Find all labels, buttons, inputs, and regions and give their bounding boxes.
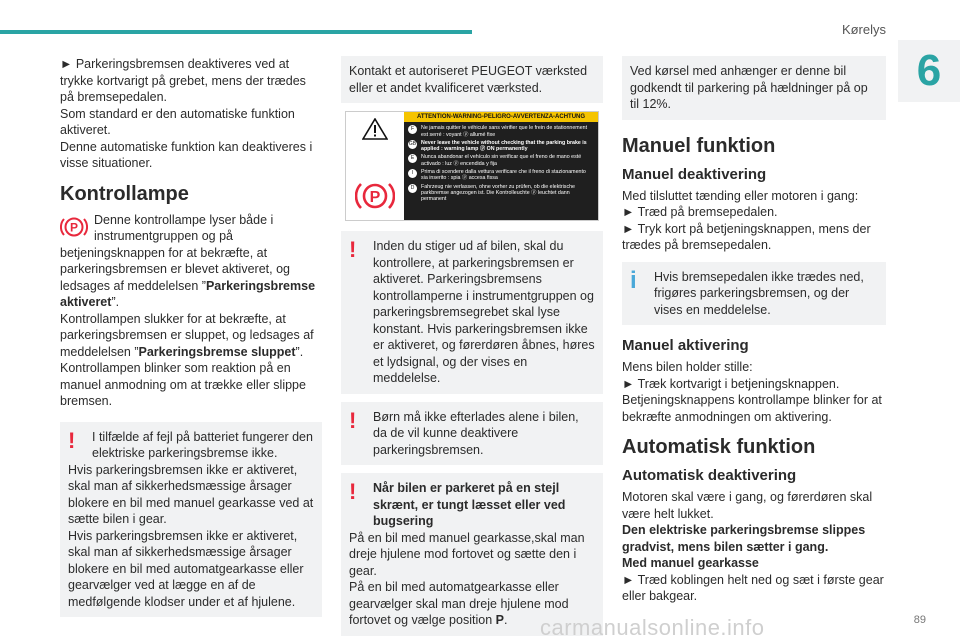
warning-box: ! Børn må ikke efterlades alene i bilen, da de vil kunne deaktivere parkeringsbremsen. xyxy=(341,402,603,466)
parking-brake-warning-label: P ATTENTION-WARNING-PELIGRO-AVVERTENZA-ACHTUNG F Ne jamais quitter le véhicule sans vérifier que le frein de stationnement est serré : voyant ⓟ allumé fixe GB Never leave the vehicle without checking that the parking brake is applied : warning lamp ⓟ ON permanently E Nunca abandonar el vehículo sin verificar que el freno de mano esté activado : luz ⓟ encendida y fija I Prima di scendere dalla vettura verificare che il freno di stazionamento sia inserito : spia ⓟ accesa fissa D Fahrzeug nie verlassen, ohne vorher zu prüfen, ob die elektrische parkbremse angezogen ist. Die Kontrolleuchte ⓟ leuchtet dann permanent xyxy=(345,111,599,221)
section-heading: Kontrollampe xyxy=(60,182,189,205)
section-heading: Manuel funktion xyxy=(622,134,776,157)
parking-brake-icon xyxy=(355,178,395,214)
paragraph: Som standard er den automatiske funktion aktiveret. xyxy=(60,106,295,137)
info-box: i Hvis bremsepedalen ikke trædes ned, frigøres parkeringsbremsen, og der vises en meddelelse. xyxy=(622,262,886,326)
info-mark-icon: i xyxy=(630,266,637,294)
warning-mark-icon: ! xyxy=(349,407,357,433)
paragraph: Den elektriske parkeringsbremse slippes gradvist, mens bilen sætter i gang. xyxy=(622,523,866,554)
header-accent-bar xyxy=(0,30,472,34)
warning-box: ! I tilfælde af fejl på batteriet fungerer den elektriske parkeringsbremse ikke. Hvis parkeringsbremsen ikke er aktiveret, skal man af sikkerhedsmæssige årsager blokere en bil med manuel gearkasse ved at sætte bilen i gear. Hvis parkeringsbremsen ikke er aktiveret, skal man af sikkerhedsmæssige årsager blokere en bil med automatgearkasse eller gearvælger ved at lægge en af de medfølgende klodser under et af hjulene. xyxy=(60,422,322,618)
watermark: carmanualsonline.info xyxy=(540,615,765,640)
paragraph: Motoren skal være i gang, og førerdøren skal være helt lukket. xyxy=(622,490,873,521)
note-box: Kontakt et autoriseret PEUGEOT værksted eller et andet kvalificeret værksted. xyxy=(341,56,603,103)
page-header-title: Kørelys xyxy=(841,22,886,37)
paragraph: Kontrollampen blinker som reaktion på en manuel anmodning om at trække eller slippe bremsen. xyxy=(60,361,306,408)
svg-text:P: P xyxy=(369,189,381,206)
paragraph: Med manuel gearkasse xyxy=(622,556,759,570)
paragraph: ► Tryk kort på betjeningsknappen, mens der trædes på bremsepedalen. xyxy=(622,221,871,252)
warning-mark-icon: ! xyxy=(68,427,76,453)
column-1 xyxy=(60,56,322,625)
note-box: Ved kørsel med anhænger er denne bil godkendt til parkering på hældninger på op til 12%. xyxy=(622,56,886,120)
paragraph: Mens bilen holder stille: xyxy=(622,360,753,374)
subsection-heading: Automatisk deaktivering xyxy=(622,467,797,484)
paragraph: ► Træk kortvarigt i betjeningsknappen. xyxy=(622,376,840,391)
subsection-heading: Manuel aktivering xyxy=(622,337,749,354)
paragraph: Kontrollampen slukker for at bekræfte, at parkeringsbremsen er sluppet, og ledsages af meddelelsen ”Parkeringsbremse sluppet”. xyxy=(60,311,314,359)
paragraph: Betjeningsknappens kontrollampe blinker for at bekræfte anmodningen om aktivering. xyxy=(622,393,882,424)
warning-box: ! Inden du stiger ud af bilen, skal du kontrollere, at parkeringsbremsen er aktiveret. Parkeringsbremsens kontrollamperne i instrumentgruppen og parkeringsbremsegrebet skal lyse konstant. Hvis parkeringsbremsen ikke er aktiveret, og førerdøren åbnes, høres et lydsignal, og der vises en meddelelse. xyxy=(341,231,603,394)
paragraph: ► Træd på bremsepedalen. xyxy=(622,205,778,219)
paragraph: Med tilsluttet tænding eller motoren i gang: xyxy=(622,188,859,203)
page-number: 89 xyxy=(913,614,926,626)
label-banner: ATTENTION-WARNING-PELIGRO-AVVERTENZA-ACHTUNG xyxy=(404,112,598,122)
warning-mark-icon: ! xyxy=(349,479,357,504)
warning-mark-icon: ! xyxy=(349,237,357,262)
paragraph: ► Træd koblingen helt ned og sæt i første gear eller bakgear. xyxy=(622,572,884,603)
parking-brake-icon xyxy=(60,214,88,240)
paragraph: P Denne kontrollampe lyser både i instrumentgruppen og på betjeningsknappen for at bekræfte, at parkeringsbremsen er blevet aktiveret, og ledsages af meddelelsen ”Parkeringsbremse aktiveret”. xyxy=(60,212,316,309)
warning-triangle-icon xyxy=(362,118,388,140)
paragraph: Denne automatiske funktion kan deaktiveres i visse situationer. xyxy=(60,139,313,170)
warning-box: ! Når bilen er parkeret på en stejl skrænt, er tungt læsset eller ved bugsering På en bil med manuel gearkasse,skal man dreje hjulene mod fortovet og sætte den i gear. På en bil med automatgearkasse eller gearvælger skal man dreje hjulene mod fortovet og vælge position P. xyxy=(341,473,603,636)
column-3 xyxy=(622,56,886,605)
column-2 xyxy=(341,56,603,644)
chapter-number: 6 xyxy=(898,40,960,102)
svg-text:P: P xyxy=(69,220,79,234)
subsection-heading: Manuel deaktivering xyxy=(622,165,767,183)
section-heading: Automatisk funktion xyxy=(622,436,816,458)
paragraph: ► Parkeringsbremsen deaktiveres ved at trykke kortvarigt på grebet, mens der trædes på bremsepedalen. xyxy=(60,57,306,104)
